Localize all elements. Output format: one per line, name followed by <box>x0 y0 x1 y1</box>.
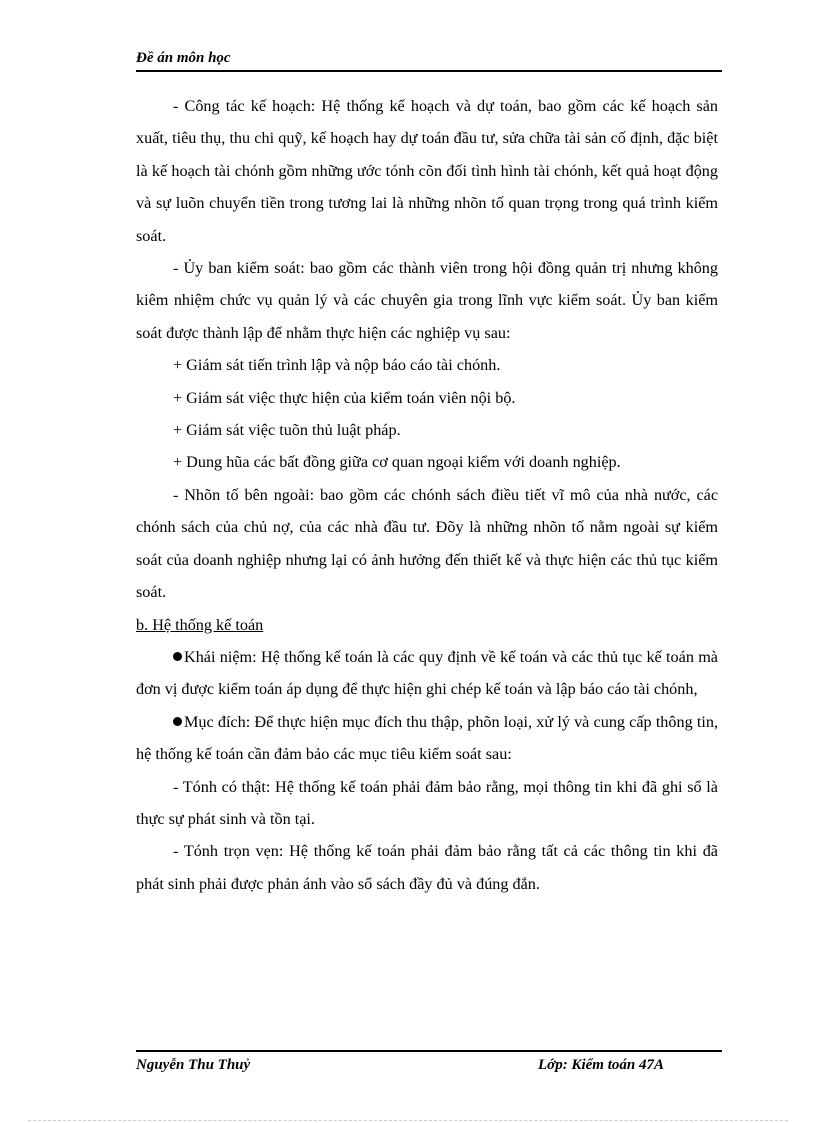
footer-author: Nguyễn Thu Thuỷ <box>136 1057 251 1073</box>
page-header-title: Đề án môn học <box>136 50 231 66</box>
footer-rule <box>136 1050 722 1052</box>
paragraph-concept-text: Khái niệm: Hệ thống kế toán là các quy định về kế toán và các thủ tục kế toán mà đơn vị được kiểm toán áp dụng để thực hiện ghi chép kế toán và lập báo cáo tài chónh, <box>136 647 718 699</box>
list-item: + Dung hũa các bất đồng giữa cơ quan ngoại kiểm với doanh nghiệp. <box>173 453 621 472</box>
bullet-icon <box>173 652 182 661</box>
paragraph-purpose-text: Mục đích: Để thực hiện mục đích thu thập, phõn loại, xử lý và cung cấp thông tin, hệ thống kế toán cần đảm bảo các mục tiêu kiểm soát sau: <box>136 712 718 764</box>
paragraph-audit-committee: - Ủy ban kiểm soát: bao gồm các thành viên trong hội đồng quản trị nhưng không kiêm nhiệm chức vụ quản lý và các chuyên gia trong lĩnh vực kiểm soát. Ủy ban kiểm soát được thành lập để nhằm thực hiện các nghiệp vụ sau: <box>136 259 718 342</box>
list-item: + Giám sát việc thực hiện của kiểm toán viên nội bộ. <box>173 388 516 407</box>
paragraph-concept <box>136 641 718 706</box>
paragraph-completeness: - Tónh trọn vẹn: Hệ thống kế toán phải đảm bảo rằng tất cả các thông tin khi đã phát sinh phải được phản ánh vào sổ sách đầy đủ và đúng đắn. <box>136 842 718 893</box>
header-rule <box>136 70 722 72</box>
paragraph-planning: - Công tác kế hoạch: Hệ thống kế hoạch và dự toán, bao gồm các kế hoạch sản xuất, tiêu thụ, thu chi quỹ, kế hoạch hay dự toán đầu tư, sửa chữa tài sản cố định, đặc biệt là kế hoạch tài chónh gồm những ước tónh cõn đối tình hình tài chónh, kết quả hoạt động và sự luõn chuyển tiền trong tương lai là những nhõn tố quan trọng trong quá trình kiểm soát. <box>136 97 718 245</box>
document-body <box>136 90 718 900</box>
section-heading: b. Hệ thống kế toán <box>136 615 264 634</box>
list-item: + Giám sát việc tuõn thủ luật pháp. <box>173 421 401 440</box>
page-edge-divider <box>28 1120 788 1121</box>
paragraph-purpose <box>136 706 718 771</box>
list-item: + Giám sát tiến trình lập và nộp báo cáo tài chónh. <box>173 356 501 375</box>
paragraph-existence: - Tónh có thật: Hệ thống kế toán phải đảm bảo rằng, mọi thông tin khi đã ghi sổ là thực sự phát sinh và tồn tại. <box>136 777 718 828</box>
footer-class: Lớp: Kiểm toán 47A <box>538 1057 664 1073</box>
bullet-icon <box>173 717 182 726</box>
paragraph-external-factors: - Nhõn tố bên ngoài: bao gồm các chónh sách điều tiết vĩ mô của nhà nước, các chónh sách của chủ nợ, của các nhà đầu tư. Đõy là những nhõn tố nằm ngoài sự kiểm soát của doanh nghiệp nhưng lại có ảnh hưởng đến thiết kế và thực hiện các thủ tục kiểm soát. <box>136 485 718 602</box>
